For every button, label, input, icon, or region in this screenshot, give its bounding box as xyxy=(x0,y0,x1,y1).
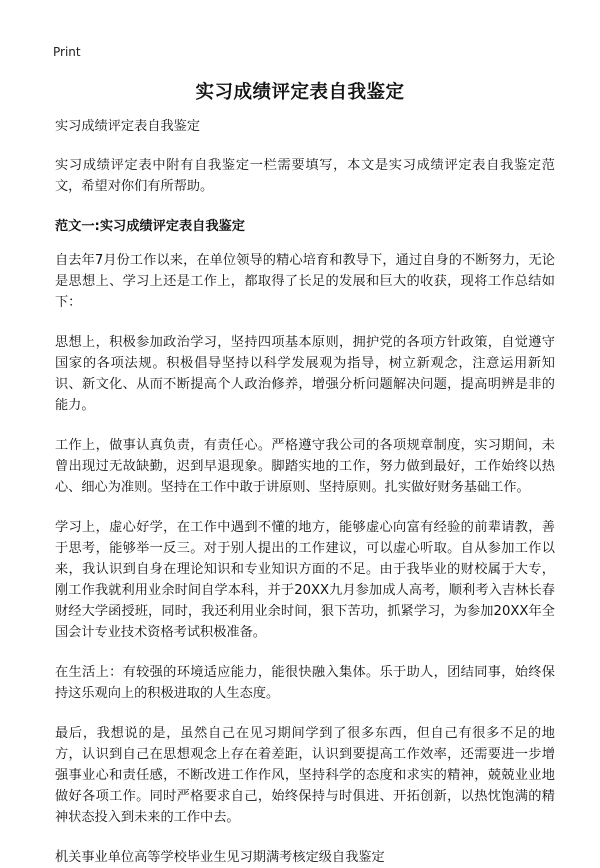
document-body xyxy=(55,116,555,868)
body-paragraph-ideology: 思想上，积极参加政治学习，坚持四项基本原则，拥护党的各项方针政策，自觉遵守国家的各项法规。积极倡导坚持以科学发展观为指导，树立新观念，注意运用新知识、新文化、从而不断提高个人政治修养，增强分析问题解决问题，提高明辨是非的能力。 xyxy=(55,335,555,413)
intro-paragraph: 实习成绩评定表中附有自我鉴定一栏需要填写，本文是实习成绩评定表自我鉴定范文，希望对你们有所帮助。 xyxy=(55,158,555,194)
section-heading: 范文一:实习成绩评定表自我鉴定 xyxy=(55,219,245,234)
body-paragraph-next-title: 机关事业单位高等学校毕业生见习期满考核定级自我鉴定 xyxy=(55,850,385,865)
body-paragraph-life: 在生活上：有较强的环境适应能力，能很快融入集体。乐于助人，团结同事，始终保持这乐观向上的积极进取的人生态度。 xyxy=(55,665,555,701)
document-title: 实习成绩评定表自我鉴定 xyxy=(195,82,405,103)
print-link[interactable]: Print xyxy=(53,45,81,59)
body-paragraph-summary: 自去年7月份工作以来，在单位领导的精心培育和教导下，通过自身的不断努力，无论是思想上、学习上还是工作上，都取得了长足的发展和巨大的收获，现将工作总结如下： xyxy=(55,253,555,310)
body-paragraph-conclusion: 最后，我想说的是，虽然自己在见习期间学到了很多东西，但自己有很多不足的地方，认识到自己在思想观念上存在着差距，认识到要提高工作效率，还需要进一步增强事业心和责任感，不断改进工作作风，坚持科学的态度和求实的精神，兢兢业业地做好各项工作。同时严格要求自己，始终保持与时俱进、开拓创新，以热忱饱满的精神状态投入到未来的工作中去。 xyxy=(55,726,555,825)
body-paragraph-study: 学习上，虚心好学，在工作中遇到不懂的地方，能够虚心向富有经验的前辈请教，善于思考，能够举一反三。对于别人提出的工作建议，可以虚心听取。自从参加工作以来，我认识到自身在理论知识和专业知识方面的不足。由于我毕业的财校属于大专，刚工作我就利用业余时间自学本科，并于20XX九月参加成人高考，顺利考入吉林长春财经大学函授班，同时，我还利用业余时间，狠下苦功，抓紧学习，为参加20XX年全国会计专业技术资格考试积极准备。 xyxy=(55,520,555,640)
document-subtitle: 实习成绩评定表自我鉴定 xyxy=(55,119,201,134)
body-paragraph-work: 工作上，做事认真负责，有责任心。严格遵守我公司的各项规章制度，实习期间，未曾出现过无故缺勤，迟到早退现象。脚踏实地的工作，努力做到最好，工作始终以热心、细心为准则。坚持在工作中敢于讲原则、坚持原则。扎实做好财务基础工作。 xyxy=(55,438,555,495)
